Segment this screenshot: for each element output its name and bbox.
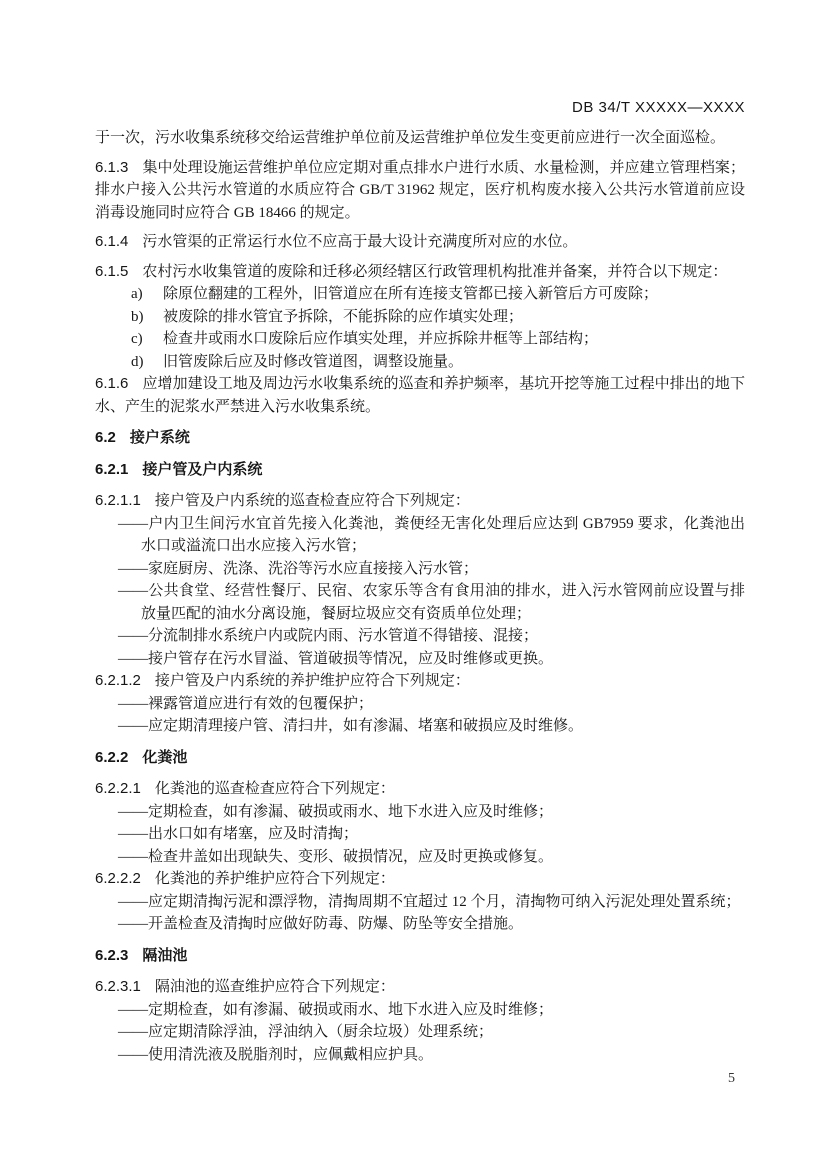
- clause-6.1.6: [95, 373, 745, 418]
- heading-number: 6.2.1: [95, 460, 129, 478]
- heading-number: 6.2: [95, 429, 116, 446]
- dash-list-item: [95, 648, 745, 671]
- clause-number: 6.2.2.1: [95, 780, 141, 797]
- dash-list-item: [95, 693, 745, 716]
- dash-list-item: [95, 558, 745, 581]
- section-heading-6.2.2: [95, 747, 745, 770]
- paragraph: [95, 127, 745, 150]
- body-text: ——检查井盖如出现缺失、变形、破损情况，应及时更换或修复。: [118, 848, 554, 865]
- dash-list-item: [95, 513, 745, 558]
- body-text: ——家庭厨房、洗涤、洗浴等污水应直接接入污水管；: [118, 560, 479, 577]
- clause-number: 6.1.3: [95, 158, 129, 176]
- heading-number: 6.2.3: [95, 946, 129, 964]
- clause-6.2.3.1: [95, 976, 745, 999]
- clause-6.1.4: [95, 231, 745, 254]
- body-text: 污水管渠的正常运行水位不应高于最大设计充满度所对应的水位。: [142, 234, 578, 250]
- clause-number: 6.1.4: [95, 233, 129, 250]
- clause-6.2.2.1: [95, 778, 745, 801]
- clause-number: 6.1.5: [95, 262, 129, 280]
- clause-number: 6.2.1.2: [95, 672, 141, 689]
- clause-6.1.5: [95, 261, 745, 284]
- body-text: ——应定期清理接户管、清扫井，如有渗漏、堵塞和破损应及时维修。: [118, 718, 584, 734]
- body-text: 接户管及户内系统的养护维护应符合下列规定：: [154, 673, 470, 689]
- body-text: ——定期检查，如有渗漏、破损或雨水、地下水进入应及时维修；: [118, 1001, 554, 1018]
- clause-6.2.1.1: [95, 490, 745, 513]
- body-text: ——裸露管道应进行有效的包覆保护；: [118, 695, 374, 712]
- body-text: ——公共食堂、经营性餐厅、民宿、农家乐等含有食用油的排水，进入污水管网前应设置与排放量匹配的油水分离设施，餐厨垃圾应交有资质单位处理；: [118, 583, 745, 622]
- body-text: ——接户管存在污水冒溢、管道破损等情况，应及时维修或更换。: [118, 650, 554, 667]
- clause-number: d): [131, 353, 144, 370]
- clause-number: c): [131, 331, 143, 347]
- heading-text: 化粪池: [142, 748, 188, 766]
- list-item-c: [95, 328, 745, 351]
- heading-text: 接户系统: [129, 429, 190, 446]
- body-text: ——定期检查，如有渗漏、破损或雨水、地下水进入应及时维修；: [118, 803, 554, 820]
- body-text: ——使用清洗液及脱脂剂时，应佩戴相应护具。: [118, 1046, 434, 1063]
- document-body: [95, 127, 745, 1066]
- body-text: 除原位翻建的工程外，旧管道应在所有连接支管都已接入新管后方可废除；: [163, 286, 659, 302]
- body-text: 于一次，污水收集系统移交给运营维护单位前及运营维护单位发生变更前应进行一次全面巡检。: [95, 130, 726, 146]
- body-text: ——出水口如有堵塞，应及时清掏；: [118, 826, 359, 842]
- clause-number: 6.1.6: [95, 375, 129, 392]
- heading-text: 隔油池: [142, 946, 188, 964]
- list-item-d: [95, 351, 745, 374]
- body-text: ——开盖检查及清掏时应做好防毒、防爆、防坠等安全措施。: [118, 916, 524, 932]
- heading-text: 接户管及户内系统: [142, 460, 263, 478]
- body-text: 化粪池的巡查检查应符合下列规定：: [154, 781, 395, 797]
- body-text: ——应定期清掏污泥和漂浮物，清掏周期不宜超过 12 个月，清掏物可纳入污泥处理处置系统；: [118, 893, 741, 910]
- section-heading-6.2.1: [95, 459, 745, 482]
- heading-number: 6.2.2: [95, 748, 129, 766]
- dash-list-item: [95, 999, 745, 1022]
- clause-6.2.1.2: [95, 670, 745, 693]
- body-text: ——应定期清除浮油，浮油纳入（厨余垃圾）处理系统；: [118, 1024, 494, 1040]
- section-heading-6.2: [95, 427, 745, 450]
- clause-number: b): [131, 308, 144, 325]
- clause-number: 6.2.2.2: [95, 870, 141, 887]
- list-item-a: [95, 283, 745, 306]
- body-text: 化粪池的养护维护应符合下列规定：: [154, 871, 395, 887]
- dash-list-item: [95, 1021, 745, 1044]
- body-text: 农村污水收集管道的废除和迁移必须经辖区行政管理机构批准并备案，并符合以下规定：: [142, 263, 728, 280]
- dash-list-item: [95, 580, 745, 625]
- body-text: 隔油池的巡查维护应符合下列规定：: [154, 979, 395, 995]
- body-text: 旧管废除后应及时修改管道图，调整设施量。: [163, 353, 464, 370]
- dash-list-item: [95, 1044, 745, 1067]
- body-text: ——户内卫生间污水宜首先接入化粪池，粪便经无害化处理后应达到 GB7959 要求，化粪池出水口或溢流口出水应接入污水管；: [118, 515, 745, 554]
- body-text: 检查井或雨水口废除后应作填实处理，并应拆除井框等上部结构；: [163, 331, 599, 347]
- body-text: 被废除的排水管宜予拆除，不能拆除的应作填实处理；: [163, 308, 524, 325]
- dash-list-item: [95, 715, 745, 738]
- dash-list-item: [95, 891, 745, 914]
- page-header-standard-number: DB 34/T XXXXX—XXXX: [572, 99, 745, 116]
- page-number: 5: [728, 1071, 735, 1086]
- clause-number: 6.2.1.1: [95, 492, 141, 509]
- list-item-b: [95, 306, 745, 329]
- body-text: 接户管及户内系统的巡查检查应符合下列规定：: [154, 493, 470, 509]
- dash-list-item: [95, 801, 745, 824]
- body-text: 集中处理设施运营维护单位应定期对重点排水户进行水质、水量检测，并应建立管理档案；排水户接入公共污水管道的水质应符合 GB/T 31962 规定，医疗机构废水接入公共污水管道前应设消毒设施同时应符合 GB 18466 的规定。: [95, 159, 745, 221]
- section-heading-6.2.3: [95, 945, 745, 968]
- dash-list-item: [95, 846, 745, 869]
- clause-number: 6.2.3.1: [95, 978, 141, 995]
- dash-list-item: [95, 823, 745, 846]
- clause-number: a): [131, 286, 143, 302]
- clause-6.1.3: [95, 157, 745, 225]
- dash-list-item: [95, 913, 745, 936]
- body-text: ——分流制排水系统户内或院内雨、污水管道不得错接、混接；: [118, 628, 539, 644]
- body-text: 应增加建设工地及周边污水收集系统的巡查和养护频率，基坑开挖等施工过程中排出的地下水、产生的泥浆水严禁进入污水收集系统。: [95, 376, 745, 415]
- clause-6.2.2.2: [95, 868, 745, 891]
- dash-list-item: [95, 625, 745, 648]
